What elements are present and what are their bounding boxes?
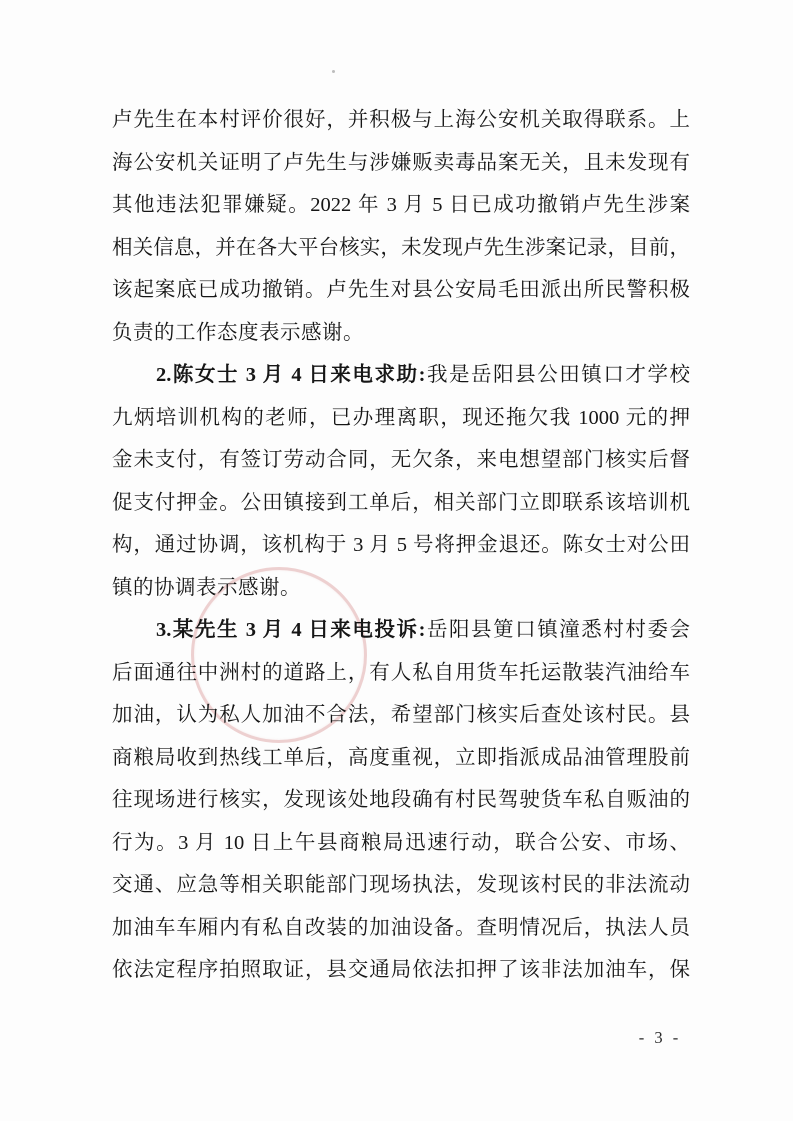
text-line bbox=[112, 949, 690, 992]
entry-text: 相关信息，并在各大平台核实，未发现卢先生涉案记录，目前， bbox=[112, 236, 690, 259]
entry-text: 构，通过协调，该机构于 3 月 5 号将押金退还。陈女士对公田 bbox=[112, 534, 690, 556]
text-line bbox=[112, 737, 690, 780]
entry-text: 镇的协调表示感谢。 bbox=[112, 576, 301, 599]
entry-text: 金未支付，有签订劳动合同，无欠条，来电想望部门核实后督 bbox=[112, 449, 690, 471]
entry-text: 九炳培训机构的老师，已办理离职，现还拖欠我 1000 元的押 bbox=[112, 406, 690, 429]
entry-text: 依法定程序拍照取证，县交通局依法扣押了该非法加油车，保 bbox=[112, 959, 690, 981]
entry-text: 该起案底已成功撤销。卢先生对县公安局毛田派出所民警积极 bbox=[112, 279, 690, 301]
text-line bbox=[112, 652, 690, 695]
text-line bbox=[112, 907, 690, 950]
text-line bbox=[112, 439, 690, 482]
text-line bbox=[112, 609, 690, 652]
text-line bbox=[112, 142, 690, 185]
text-line bbox=[112, 482, 690, 525]
entry-heading: 3.某先生 3 月 4 日来电投诉: bbox=[156, 619, 426, 641]
page-number: - 3 - bbox=[638, 1028, 682, 1047]
text-line bbox=[112, 397, 690, 440]
text-line bbox=[112, 354, 690, 397]
text-line bbox=[112, 822, 690, 865]
entry-text: 我是岳阳县公田镇口才学校 bbox=[425, 364, 691, 386]
entry-text: 交通、应急等相关职能部门现场执法，发现该村民的非法流动 bbox=[112, 874, 690, 896]
scan-artifact-speck bbox=[332, 70, 335, 73]
entry-text: 海公安机关证明了卢先生与涉嫌贩卖毒品案无关，且未发现有 bbox=[112, 151, 690, 174]
entry-text: 负责的工作态度表示感谢。 bbox=[112, 321, 364, 344]
entry-text: 行为。3 月 10 日上午县商粮局迅速行动，联合公安、市场、 bbox=[112, 831, 690, 854]
entry-text: 加油车车厢内有私自改装的加油设备。查明情况后，执法人员 bbox=[112, 916, 690, 939]
text-line bbox=[112, 864, 690, 907]
text-line bbox=[112, 312, 690, 355]
entry-text: 商粮局收到热线工单后，高度重视，立即指派成品油管理股前 bbox=[112, 746, 690, 769]
entry-text: 岳阳县筻口镇潼悉村村委会 bbox=[425, 619, 691, 641]
entry-text: 后面通往中洲村的道路上，有人私自用货车托运散装汽油给车 bbox=[112, 661, 690, 684]
text-line bbox=[112, 567, 690, 610]
text-line bbox=[112, 184, 690, 227]
entry-heading: 2.陈女士 3 月 4 日来电求助: bbox=[156, 364, 426, 386]
text-line bbox=[112, 99, 690, 142]
text-line bbox=[112, 524, 690, 567]
entry-text: 加油，认为私人加油不合法，希望部门核实后查处该村民。县 bbox=[112, 704, 690, 726]
text-line bbox=[112, 269, 690, 312]
text-line bbox=[112, 779, 690, 822]
text-line bbox=[112, 227, 690, 270]
entry-text: 往现场进行核实，发现该处地段确有村民驾驶货车私自贩油的 bbox=[112, 789, 690, 811]
document-body bbox=[112, 99, 690, 992]
text-line bbox=[112, 694, 690, 737]
entry-text: 促支付押金。公田镇接到工单后，相关部门立即联系该培训机 bbox=[112, 491, 690, 514]
entry-text: 其他违法犯罪嫌疑。2022 年 3 月 5 日已成功撤销卢先生涉案 bbox=[112, 194, 690, 216]
entry-text: 卢先生在本村评价很好，并积极与上海公安机关取得联系。上 bbox=[112, 109, 690, 131]
